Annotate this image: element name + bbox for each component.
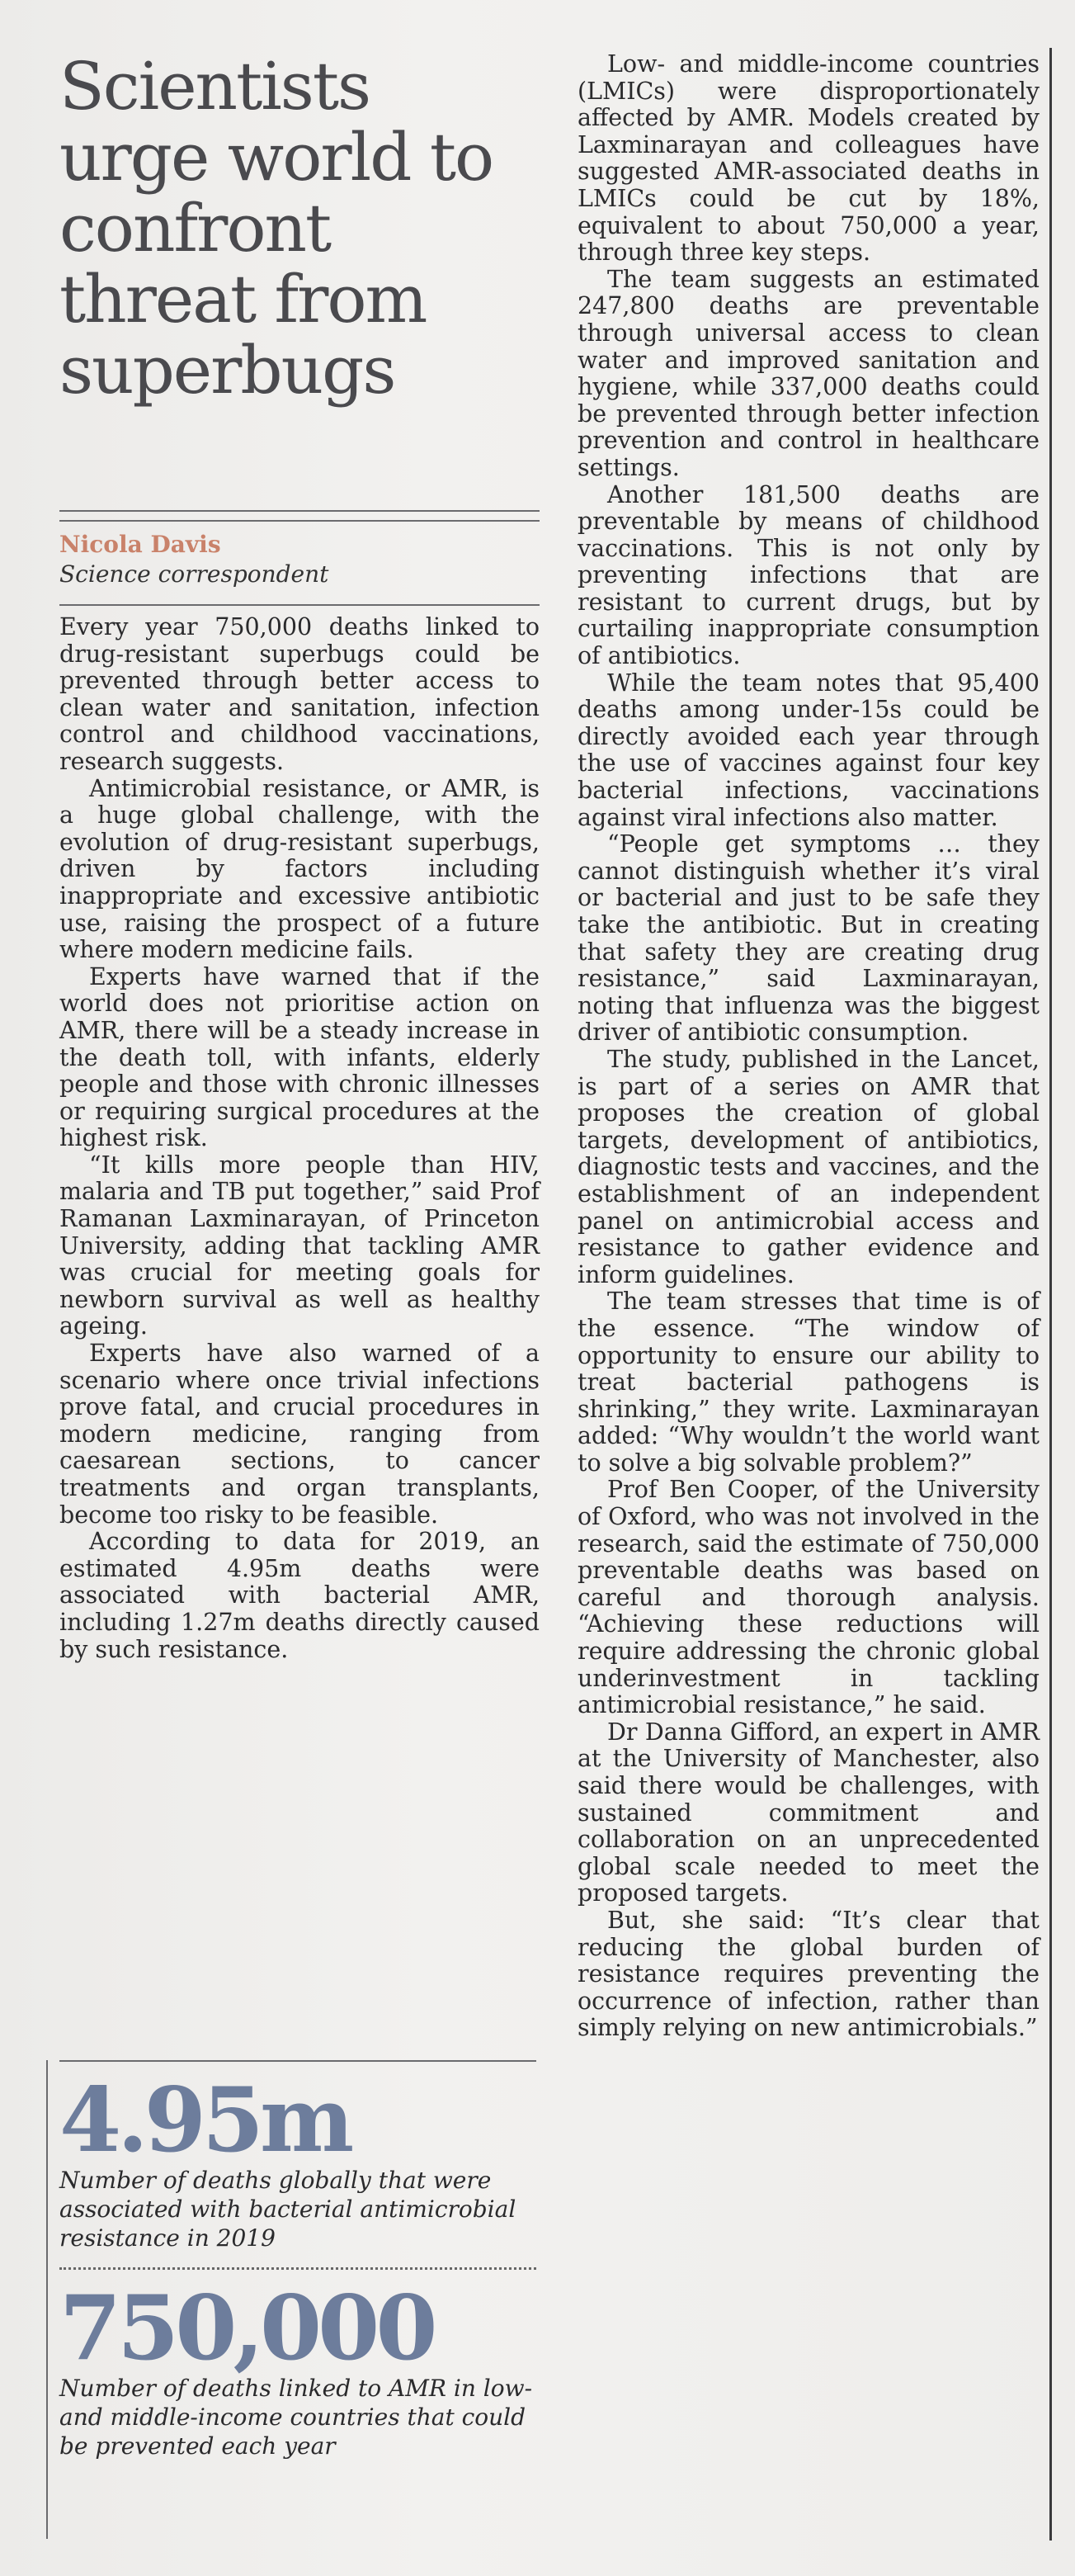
left-body [59,614,540,1663]
paragraph: Experts have warned that if the world does not prioritise action on AMR, there will be a steady increase in the death toll, with infants, elderly people and those with chronic illnesses or requiring surgical procedures at the highest risk. [59,962,540,1152]
fact-box-top-rule [59,2060,536,2062]
fact-box-dotted-rule [59,2267,536,2270]
column-rule [1049,48,1052,2541]
fact-box [59,2060,536,2460]
right-column [578,51,1040,2042]
paragraph: Dr Danna Gifford, an expert in AMR at the University of Manchester, also said there would be challenges, with sustained commitment and collaboration on an unprecedented global scale needed to meet the proposed targets. [578,1718,1040,1907]
stat-caption-1: Number of deaths globally that were associated with bacterial antimicrobial resistance in 2019 [59,2167,516,2252]
byline-role: Science correspondent [59,560,329,588]
headline: Scientists urge world to confront threat from superbugs [59,48,493,409]
paragraph: The study, published in the Lancet, is part of a series on AMR that proposes the creation of global targets, development of antibiotics, diagnostic tests and vaccines, and the establishment of an independent panel on antimicrobial access and resistance to gather evidence and inform guidelines. [578,1045,1040,1288]
byline-author: Nicola Davis [59,531,221,558]
byline-rule [59,604,540,606]
paragraph: “It kills more people than HIV, malaria and TB put together,” said Prof Ramanan Laxminarayan, of Princeton University, adding that tackling AMR was crucial for meeting goals for newborn survival as well as healthy ageing. [59,1151,540,1340]
paragraph: The team stresses that time is of the essence. “The window of opportunity to ensure our ability to treat bacterial pathogens is shrinking,” they write. Laxminarayan added: “Why wouldn’t the world want to solve a big solvable problem?” [578,1288,1040,1477]
right-body [578,51,1040,2042]
stat-value-1: 4.95m [59,2068,351,2172]
paragraph: Antimicrobial resistance, or AMR, is a huge global challenge, with the evolution of drug-resistant superbugs, driven by factors including inappropriate and excessive antibiotic use, raising the prospect of a future where modern medicine fails. [59,774,540,964]
byline-double-rule [59,510,540,522]
paragraph: While the team notes that 95,400 deaths among under-15s could be directly avoided each year through the use of vaccines against four key bacterial infections, vaccinations against viral infections also matter. [578,669,1040,831]
paragraph: But, she said: “It’s clear that reducing the global burden of resistance requires preventing the occurrence of infection, rather than simply relying on new antimicrobials.” [578,1906,1040,2042]
left-column [59,48,540,1663]
paragraph: Experts have also warned of a scenario where once trivial infections prove fatal, and crucial procedures in modern medicine, ranging from caesarean sections, to cancer treatments and organ transplants, become too risky to be feasible. [59,1340,540,1529]
paragraph: “People get symptoms … they cannot distinguish whether it’s viral or bacterial and just to be safe they take the antibiotic. But in creating that safety they are creating drug resistance,” said Laxminarayan, noting that influenza was the biggest driver of antibiotic consumption. [578,830,1040,1047]
paragraph: According to data for 2019, an estimated 4.95m deaths were associated with bacterial AMR, including 1.27m deaths directly caused by such resistance. [59,1528,540,1663]
paragraph: Another 181,500 deaths are preventable by means of childhood vaccinations. This is not only by preventing infections that are resistant to current drugs, but by curtailing inappropriate consumption of antibiotics. [578,480,1040,670]
paragraph: Every year 750,000 deaths linked to drug-resistant superbugs could be prevented through better access to clean water and sanitation, infection control and childhood vaccinations, research suggests. [59,613,540,775]
paragraph: The team suggests an estimated 247,800 deaths are preventable through universal access to clean water and improved sanitation and hygiene, while 337,000 deaths could be prevented through better infection prevention and control in healthcare settings. [578,265,1040,481]
paragraph: Prof Ben Cooper, of the University of Oxford, who was not involved in the research, said the estimate of 750,000 preventable deaths was based on careful and thorough analysis. “Achieving these reductions will require addressing the chronic global underinvestment in tackling antimicrobial resistance,” he said. [578,1476,1040,1719]
stat-caption-2: Number of deaths linked to AMR in low- and middle-income countries that could be prevented each year [59,2375,533,2460]
stat-value-2: 750,000 [59,2276,434,2380]
fact-box-side-rule [46,2060,48,2539]
paragraph: Low- and middle-income countries (LMICs) were disproportionately affected by AMR. Models created by Laxminarayan and colleagues have suggested AMR-associated deaths in LMICs could be cut by 18%, equivalent to about 750,000 a year, through three key steps. [578,50,1040,267]
